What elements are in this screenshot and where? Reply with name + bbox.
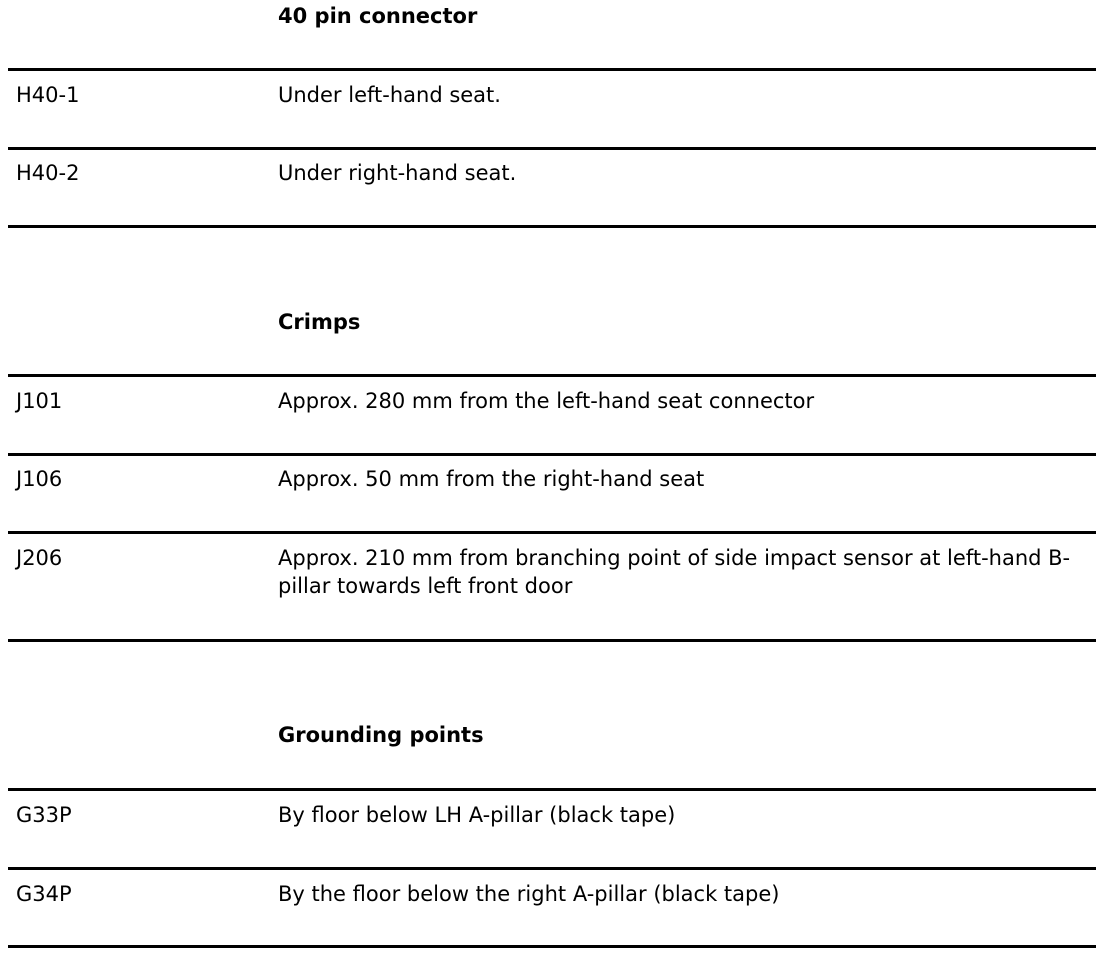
row-description: By the floor below the right A-pillar (black tape) xyxy=(278,882,780,906)
table-rule xyxy=(8,68,1096,71)
row-description: Approx. 210 mm from branching point of side impact sensor at left-hand B-pillar towards left front door xyxy=(278,546,1071,598)
table-rule xyxy=(8,147,1096,150)
row-description: By floor below LH A-pillar (black tape) xyxy=(278,803,676,827)
row-code: G33P xyxy=(16,803,72,827)
table-rule xyxy=(8,639,1096,642)
table-rule xyxy=(8,531,1096,534)
section-heading-40-pin-connector: 40 pin connector xyxy=(278,4,478,28)
table-rule xyxy=(8,453,1096,456)
row-code: J101 xyxy=(16,389,63,413)
row-code: G34P xyxy=(16,882,72,906)
section-heading-grounding-points: Grounding points xyxy=(278,723,484,747)
table-rule xyxy=(8,867,1096,870)
row-code: H40-2 xyxy=(16,161,80,185)
row-description: Approx. 280 mm from the left-hand seat connector xyxy=(278,389,815,413)
row-description: Under right-hand seat. xyxy=(278,161,517,185)
section-heading-crimps: Crimps xyxy=(278,310,361,334)
table-rule xyxy=(8,374,1096,377)
row-description: Approx. 50 mm from the right-hand seat xyxy=(278,467,705,491)
row-code: J206 xyxy=(16,546,63,570)
row-description: Under left-hand seat. xyxy=(278,83,501,107)
table-rule xyxy=(8,225,1096,228)
row-code: J106 xyxy=(16,467,63,491)
table-rule xyxy=(8,945,1096,948)
table-rule xyxy=(8,788,1096,791)
row-code: H40-1 xyxy=(16,83,80,107)
